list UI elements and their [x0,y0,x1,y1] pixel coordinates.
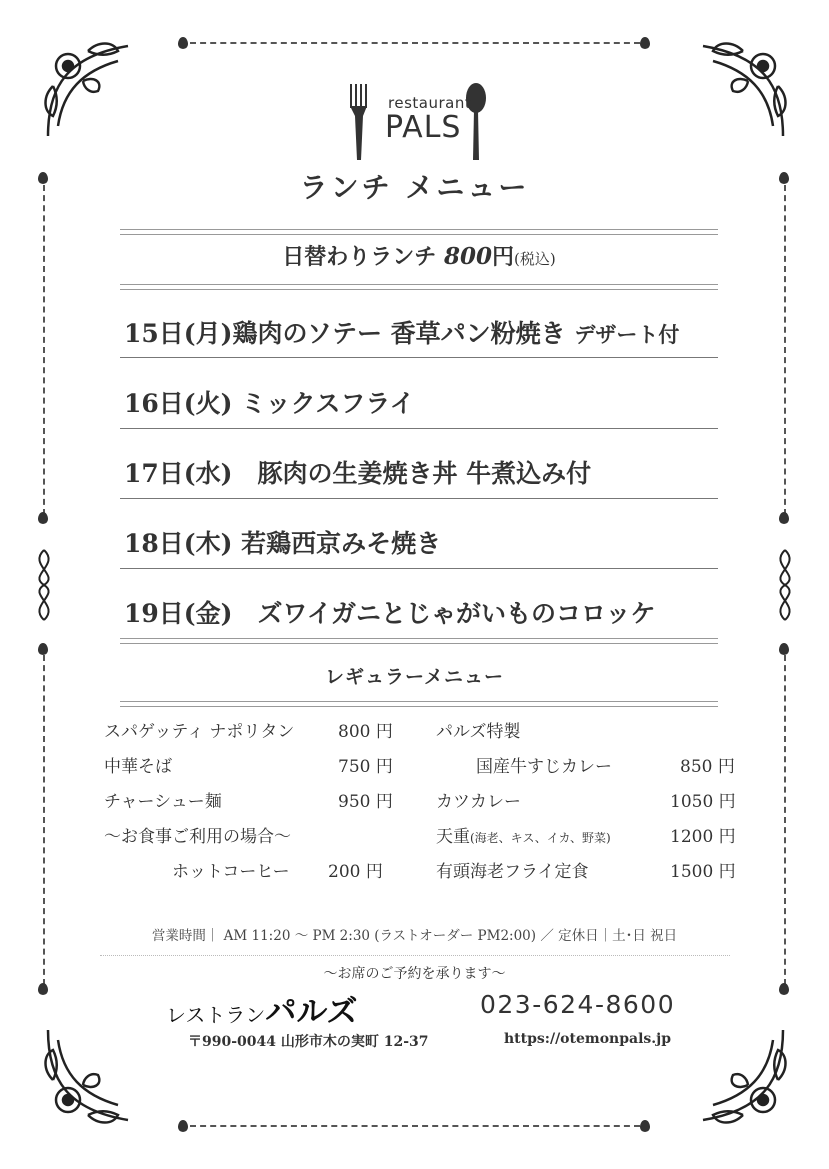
day-item [124,594,655,630]
divider [120,284,718,290]
divider [120,428,718,429]
menu-item-price: 200 円 [328,862,383,882]
corner-ornament [683,1020,793,1130]
side-flourish [28,545,60,625]
divider [100,955,730,956]
logo-name: PALS [385,110,462,145]
menu-item-note: (海老、キス、イカ、野菜) [470,831,611,845]
brand-name [166,986,357,1031]
divider [120,498,718,499]
frame-drop-ornament [640,37,650,49]
menu-item-name [436,822,611,847]
side-flourish [769,545,801,625]
banner-yen: 円 [491,244,514,270]
day-dish: ズワイガニとじゃがいものコロッケ [232,599,656,628]
frame-drop-ornament [178,1120,188,1132]
day-date: 17日(水) [124,459,233,488]
frame-drop-ornament [38,983,48,995]
banner-price: 800 [443,243,492,270]
regular-menu-title: レギュラーメニュー [324,666,505,688]
menu-item-price: 1500 円 [670,862,736,882]
frame-drop-ornament [38,643,48,655]
daily-lunch-banner [120,240,718,271]
banner-tax: (税込) [514,250,556,268]
divider [120,638,718,644]
frame-drop-ornament [640,1120,650,1132]
menu-item-name: カツカレー [436,792,521,812]
frame-drop-ornament [38,512,48,524]
frame-left-line [43,185,45,515]
day-item [124,454,591,490]
divider [120,229,718,235]
address: 〒990-0044 山形市木の実町 12-37 [188,1034,429,1050]
day-date: 18日(木) [124,529,233,558]
business-hours: 営業時間｜ AM 11:20 ～ PM 2:30 (ラストオーダー PM2:00) ／ 定休日｜土･日 祝日 [151,928,678,944]
phone-number[interactable]: 023-624-8600 [480,990,676,1019]
menu-item-main: 天重 [436,827,470,847]
frame-top-line [190,42,640,44]
day-dish: ミックスフライ [232,389,415,418]
day-date: 16日(火) [124,389,233,418]
brand-main: パルズ [265,994,358,1030]
menu-item-price: 950 円 [338,792,393,812]
corner-ornament [38,1020,148,1130]
divider [120,568,718,569]
corner-ornament [683,36,793,146]
fork-icon [348,82,370,162]
day-item [124,314,679,350]
menu-note: ～お食事ご利用の場合～ [104,827,291,847]
frame-drop-ornament [779,983,789,995]
frame-right-line [784,185,786,515]
menu-item-price: 1200 円 [670,827,736,847]
menu-item-name: チャーシュー麺 [104,792,222,812]
menu-item-price: 800 円 [338,722,393,742]
frame-drop-ornament [178,37,188,49]
day-date: 15日(月) [124,319,233,348]
divider [120,357,718,358]
corner-ornament [38,36,148,146]
menu-item-name: ホットコーヒー [172,862,290,882]
website-link[interactable]: https://otemonpals.jp [504,1031,672,1047]
frame-drop-ornament [779,643,789,655]
frame-drop-ornament [779,512,789,524]
day-dish: 鶏肉のソテー 香草パン粉焼き [232,319,566,348]
reservation-note: ～お席のご予約を承ります～ [323,966,506,982]
day-date: 19日(金) [124,599,233,628]
menu-item-name: 有頭海老フライ定食 [436,862,589,882]
brand-prefix: レストラン [166,1003,266,1027]
day-dish: 豚肉の生姜焼き丼 牛煮込み付 [232,459,592,488]
divider [120,701,718,707]
menu-item-price: 750 円 [338,757,393,777]
day-item [124,384,415,420]
menu-item-price: 850 円 [680,757,735,777]
day-extra: デザート付 [574,322,680,347]
menu-item-price: 1050 円 [670,792,736,812]
menu-item-name: スパゲッティ ナポリタン [104,722,295,742]
menu-item-name: 中華そば [104,757,172,777]
day-item [124,524,441,560]
menu-item-name: パルズ特製 [436,722,521,742]
banner-label: 日替わりランチ [282,244,437,270]
page-title: ランチ メニュー [299,171,530,204]
menu-item-name: 国産牛すじカレー [476,757,612,777]
day-dish: 若鶏西京みそ焼き [232,529,442,558]
frame-bottom-line [190,1125,640,1127]
logo-subtitle: restaurant [388,94,472,112]
